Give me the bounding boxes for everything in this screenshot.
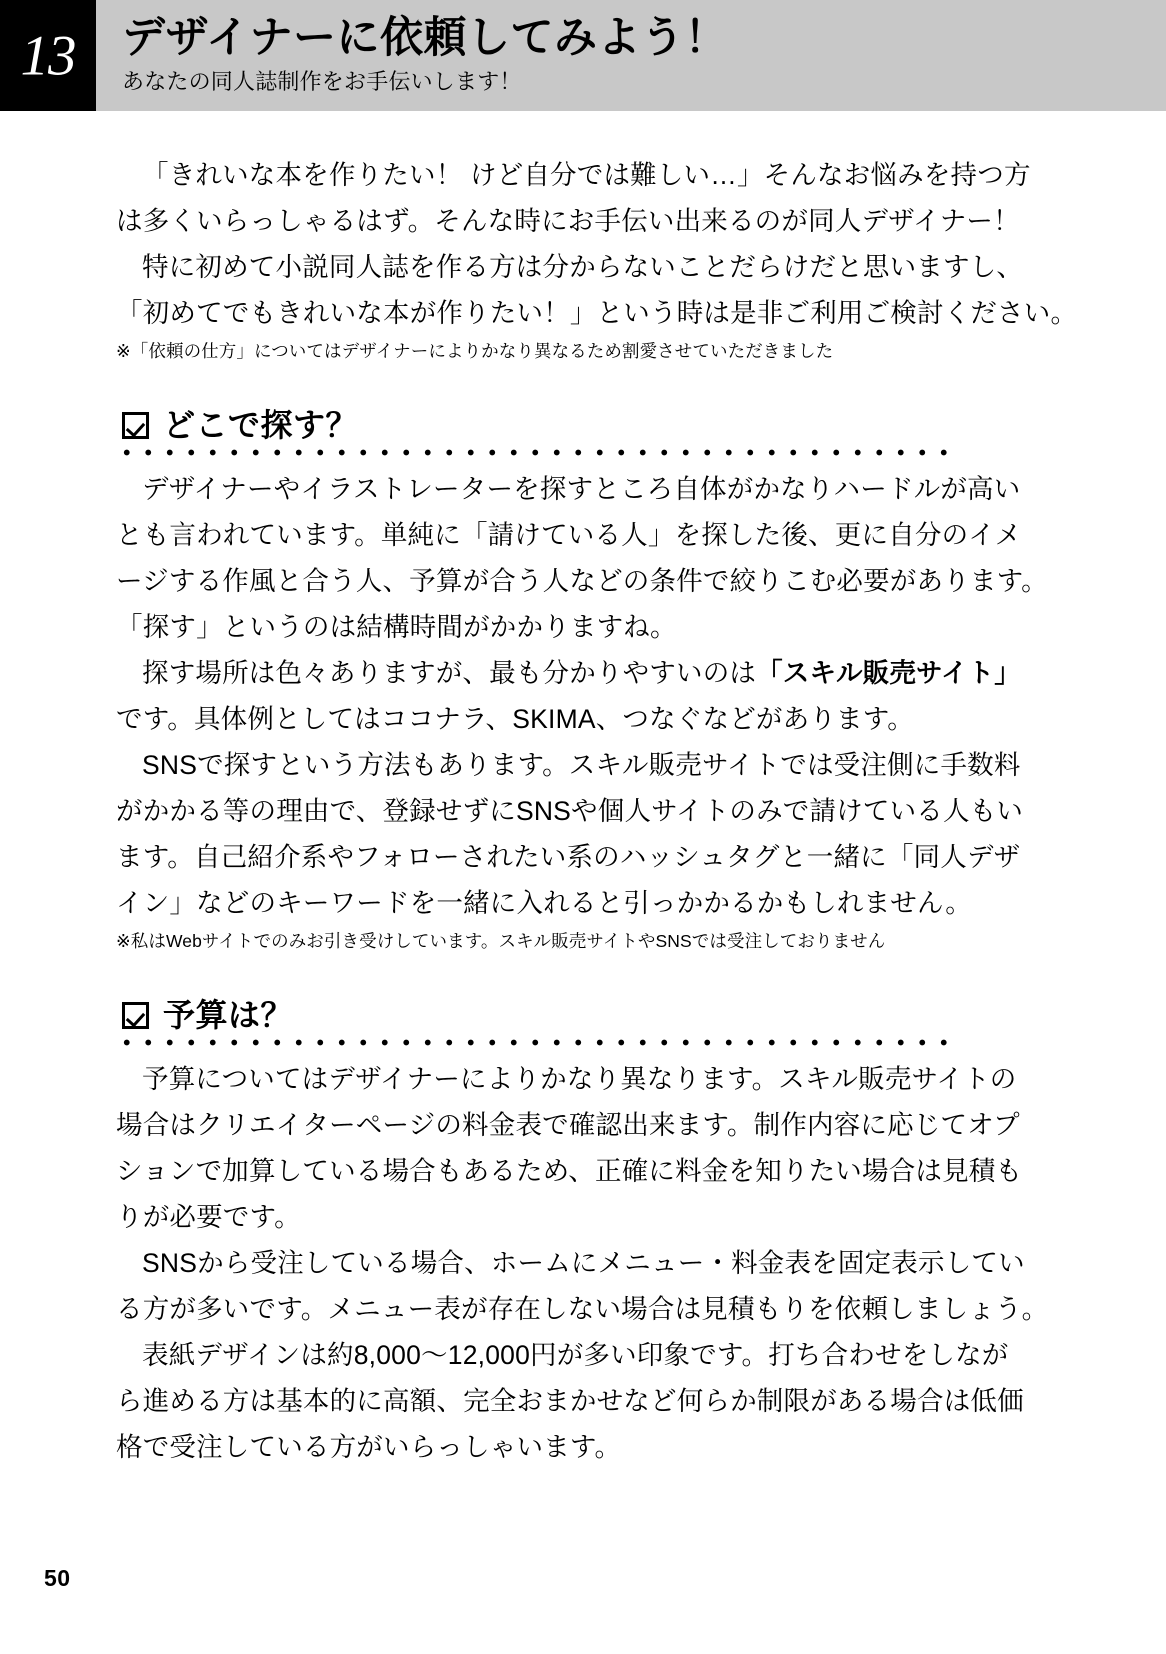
page-number: 50 xyxy=(44,1565,71,1591)
text-line: 格で受注している方がいらっしゃいます。 xyxy=(116,1432,622,1463)
chapter-title-group xyxy=(96,0,1166,111)
text-line: は多くいらっしゃるはず。そんな時にお手伝い出来るのが同人デザイナー！ xyxy=(116,206,1020,236)
text-line: とも言われています。単純に「請けている人」を探した後、更に自分のイメ xyxy=(116,520,1022,551)
paragraph xyxy=(116,1056,1023,1240)
text-line: りが必要です。 xyxy=(116,1202,301,1233)
section-body xyxy=(116,1056,1049,1470)
text-line: ら進める方は基本的に高額、完全おまかせなど何らか制限がある場合は低価 xyxy=(116,1386,1024,1417)
page-title: デザイナーに依頼してみよう！ xyxy=(122,14,728,63)
section-body xyxy=(116,466,1048,954)
section-heading xyxy=(122,408,956,443)
text-line: ージする作風と合う人、予算が合う人などの条件で絞りこむ必要があります。 xyxy=(116,566,1048,597)
checkbox-checked-icon xyxy=(122,412,149,439)
checkbox-checked-icon xyxy=(122,1002,149,1029)
intro-paragraph xyxy=(116,152,1078,336)
paragraph xyxy=(116,1240,1049,1332)
text-line: がかかる等の理由で、登録せずにSNSや個人サイトのみで請けている人もい xyxy=(116,796,1024,827)
text-line: イン」などのキーワードを一緒に入れると引っかかるかもしれません。 xyxy=(116,888,972,919)
text-line: る方が多いです。メニュー表が存在しない場合は見積もりを依頼しましょう。 xyxy=(116,1294,1049,1325)
chapter-number: 13 xyxy=(20,24,76,87)
page-subtitle: あなたの同人誌制作をお手伝いします！ xyxy=(122,69,522,95)
intro-footnote: ※「依頼の仕方」についてはデザイナーによりかなり異なるため割愛させていただきました xyxy=(116,341,834,361)
text-line: 表紙デザインは約8,000〜12,000円が多い印象です。打ち合わせをしなが xyxy=(142,1340,1009,1371)
section-footnote: ※私はWebサイトでのみお引き受けしています。スキル販売サイトやSNSでは受注しておりません xyxy=(116,931,886,952)
text-line: SNSから受注している場合、ホームにメニュー・料金表を固定表示してい xyxy=(142,1248,1025,1279)
text-line: 「きれいな本を作りたい！ けど自分では難しい…」そんなお悩みを持つ方 xyxy=(142,160,1031,190)
text-line xyxy=(116,650,1021,696)
text-line: ションで加算している場合もあるため、正確に料金を知りたい場合は見積も xyxy=(116,1156,1023,1187)
text-line: SNSで探すという方法もあります。スキル販売サイトでは受注側に手数料 xyxy=(142,750,1021,781)
emphasis-run: 「スキル販売サイト」 xyxy=(756,658,1021,689)
text-line: 特に初めて小説同人誌を作る方は分からないことだらけだと思いますし、 xyxy=(142,252,1024,282)
section-budget xyxy=(116,997,1049,1470)
paragraph xyxy=(116,466,1048,650)
text-line: 「探す」というのは結構時間がかかりますね。 xyxy=(116,612,677,643)
paragraph xyxy=(116,742,1024,926)
text-line: ます。自己紹介系やフォローされたい系のハッシュタグと一緒に「同人デザ xyxy=(116,842,1021,873)
section-heading xyxy=(122,998,956,1033)
chapter-number-box xyxy=(0,0,96,111)
text-line: 予算についてはデザイナーによりかなり異なります。スキル販売サイトの xyxy=(142,1064,1017,1095)
dotted-divider xyxy=(116,1039,956,1046)
paragraph xyxy=(116,650,1021,742)
section-where-to-search xyxy=(116,407,1048,954)
text-line: です。具体例としてはココナラ、SKIMA、つなぐなどがあります。 xyxy=(116,704,915,735)
section-title: どこで探す？ xyxy=(163,407,359,443)
text-line: デザイナーやイラストレーターを探すところ自体がかなりハードルが高い xyxy=(142,474,1021,505)
section-title: 予算は？ xyxy=(163,997,294,1034)
text-line: 「初めてでもきれいな本が作りたい！」という時は是非ご利用ご検討ください。 xyxy=(116,298,1078,328)
text-line: 場合はクリエイターページの料金表で確認出来ます。制作内容に応じてオプ xyxy=(116,1110,1020,1141)
text-run: 探す場所は色々ありますが、最も分かりやすいのは xyxy=(142,658,757,689)
paragraph xyxy=(116,1332,1024,1470)
chapter-header xyxy=(0,0,1166,111)
dotted-divider xyxy=(116,449,956,456)
content-column xyxy=(116,152,1078,1470)
